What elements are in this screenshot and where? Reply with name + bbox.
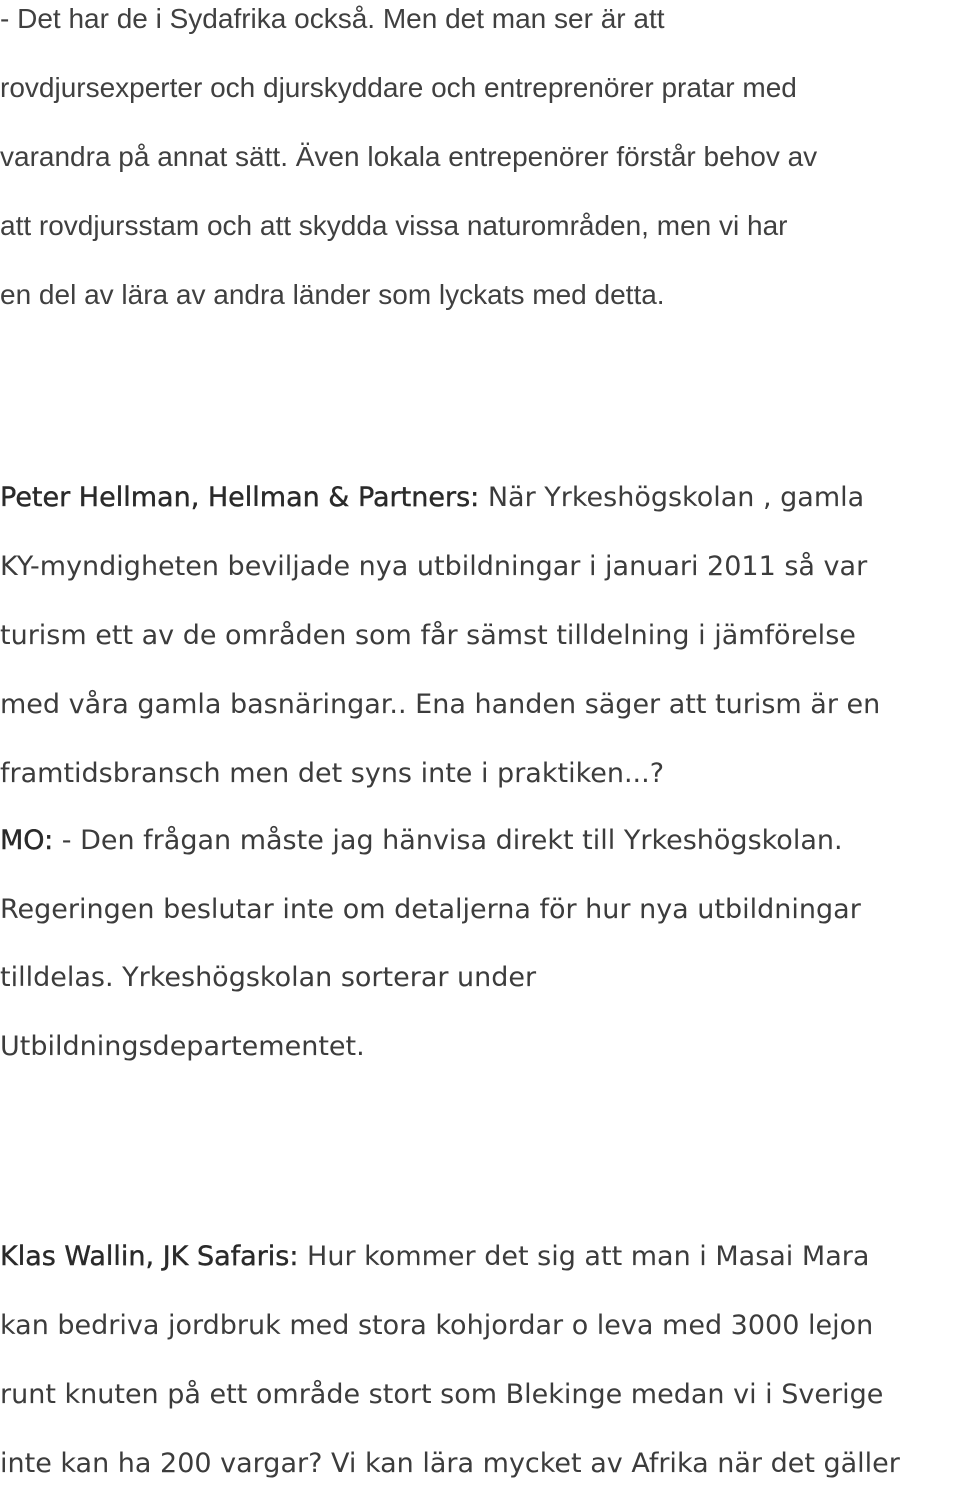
text-line: rovdjursexperter och djurskyddare och entreprenörer pratar med	[0, 72, 797, 103]
speaker-name: Klas Wallin, JK Safaris:	[0, 1241, 299, 1272]
text-line: varandra på annat sätt. Även lokala entrepenörer förstår behov av	[0, 141, 818, 172]
paragraph-klas-wallin	[0, 1222, 960, 1498]
text-line	[0, 463, 960, 532]
text-line: runt knuten på ett område stort som Blekinge medan vi i Sverige	[0, 1379, 884, 1410]
text-line: en del av lära av andra länder som lyckats med detta.	[0, 279, 665, 310]
text-line: tilldelas. Yrkeshögskolan sorterar under	[0, 962, 537, 993]
text-line: KY-myndigheten beviljade nya utbildningar i januari 2011 så var	[0, 551, 868, 582]
text-line: turism ett av de områden som får sämst tilldelning i jämförelse	[0, 620, 856, 651]
line-text: Hur kommer det sig att man i Masai Mara	[298, 1241, 870, 1272]
text-line: Regeringen beslutar inte om detaljerna för hur nya utbildningar	[0, 893, 861, 925]
text-line: framtidsbransch men det syns inte i praktiken...?	[0, 758, 665, 789]
text-line: inte kan ha 200 vargar? Vi kan lära mycket av Afrika när det gäller	[0, 1448, 900, 1479]
paragraph-peter-hellman	[0, 463, 960, 808]
text-line: med våra gamla basnäringar.. Ena handen säger att turism är en	[0, 689, 881, 720]
speaker-name: Peter Hellman, Hellman & Partners:	[0, 482, 480, 513]
text-line	[0, 1222, 960, 1291]
line-text: - Den frågan måste jag hänvisa direkt till Yrkeshögskolan.	[53, 825, 843, 856]
speaker-name: MO:	[0, 825, 54, 856]
line-text: När Yrkeshögskolan , gamla	[479, 482, 865, 513]
text-line: - Det har de i Sydafrika också. Men det man ser är att	[0, 3, 665, 34]
text-line: kan bedriva jordbruk med stora kohjordar o leva med 3000 lejon	[0, 1310, 874, 1341]
text-line: att rovdjursstam och att skydda vissa naturområden, men vi har	[0, 210, 788, 241]
text-line	[0, 807, 960, 876]
paragraph-south-africa	[0, 0, 960, 329]
paragraph-mo-answer	[0, 807, 960, 1081]
text-line: Utbildningsdepartementet.	[0, 1030, 365, 1062]
